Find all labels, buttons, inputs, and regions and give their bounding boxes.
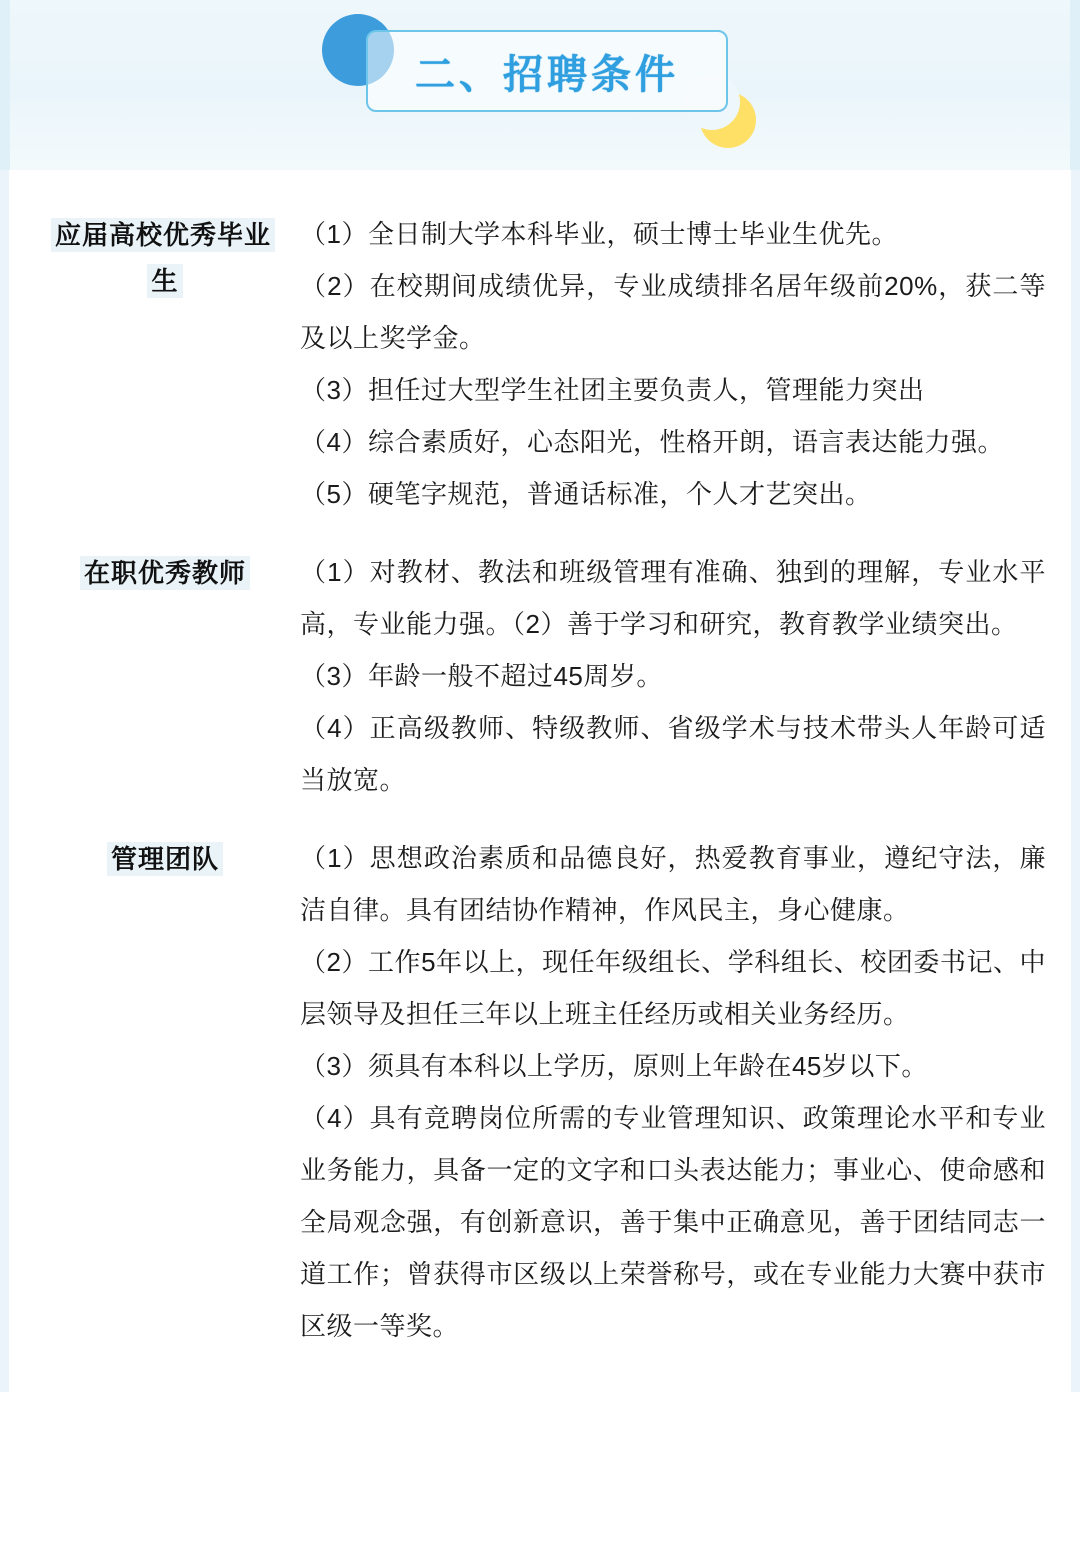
row-content-cell bbox=[290, 832, 1046, 1352]
requirement-item: （4）综合素质好，心态阳光，性格开朗，语言表达能力强。 bbox=[300, 427, 1004, 457]
page-right-edge bbox=[1071, 170, 1080, 1392]
row-label: 应届高校优秀毕业生 bbox=[51, 218, 275, 298]
requirement-item: （1）对教材、教法和班级管理有准确、独到的理解，专业水平高，专业能力强。（2）善于学习和研究，教育教学业绩突出。 bbox=[300, 557, 1046, 639]
requirement-item: （1）全日制大学本科毕业，硕士博士毕业生优先。 bbox=[300, 219, 898, 249]
header-right-strip bbox=[1070, 0, 1080, 170]
page-title: 二、招聘条件 bbox=[415, 51, 679, 98]
row-label: 在职优秀教师 bbox=[80, 556, 250, 590]
requirement-item: （2）在校期间成绩优异，专业成绩排名居年级前20%，获二等及以上奖学金。 bbox=[300, 271, 1046, 353]
requirement-item: （4）具有竞聘岗位所需的专业管理知识、政策理论水平和专业业务能力，具备一定的文字和口头表达能力；事业心、使命感和全局观念强，有创新意识，善于集中正确意见，善于团结同志一道工作；曾获得市区级以上荣誉称号，或在专业能力大赛中获市区级一等奖。 bbox=[300, 1103, 1046, 1341]
section-title-frame bbox=[366, 30, 728, 112]
requirement-item: （1）思想政治素质和品德良好，热爱教育事业，遵纪守法，廉洁自律。具有团结协作精神，作风民主，身心健康。 bbox=[300, 843, 1046, 925]
requirement-item: （3）须具有本科以上学历，原则上年龄在45岁以下。 bbox=[300, 1051, 928, 1081]
requirements-table bbox=[0, 170, 1080, 1392]
header-left-strip bbox=[0, 0, 10, 170]
table-row bbox=[0, 208, 1080, 520]
row-content-cell bbox=[290, 208, 1046, 520]
requirement-item: （4）正高级教师、特级教师、省级学术与技术带头人年龄可适当放宽。 bbox=[300, 713, 1046, 795]
row-label: 管理团队 bbox=[107, 842, 223, 876]
requirement-item: （3）年龄一般不超过45周岁。 bbox=[300, 661, 663, 691]
page-header bbox=[0, 0, 1080, 170]
table-row bbox=[0, 546, 1080, 806]
requirement-item: （3）担任过大型学生社团主要负责人，管理能力突出 bbox=[300, 375, 925, 405]
page-left-edge bbox=[0, 170, 9, 1392]
row-label-cell bbox=[40, 208, 290, 304]
row-content-cell bbox=[290, 546, 1046, 806]
page-bottom-strip bbox=[0, 1392, 1080, 1400]
table-row bbox=[0, 832, 1080, 1352]
requirement-item: （5）硬笔字规范，普通话标准，个人才艺突出。 bbox=[300, 479, 872, 509]
row-label-cell bbox=[40, 546, 290, 596]
requirement-item: （2）工作5年以上，现任年级组长、学科组长、校团委书记、中层领导及担任三年以上班主任经历或相关业务经历。 bbox=[300, 947, 1046, 1029]
row-label-cell bbox=[40, 832, 290, 882]
